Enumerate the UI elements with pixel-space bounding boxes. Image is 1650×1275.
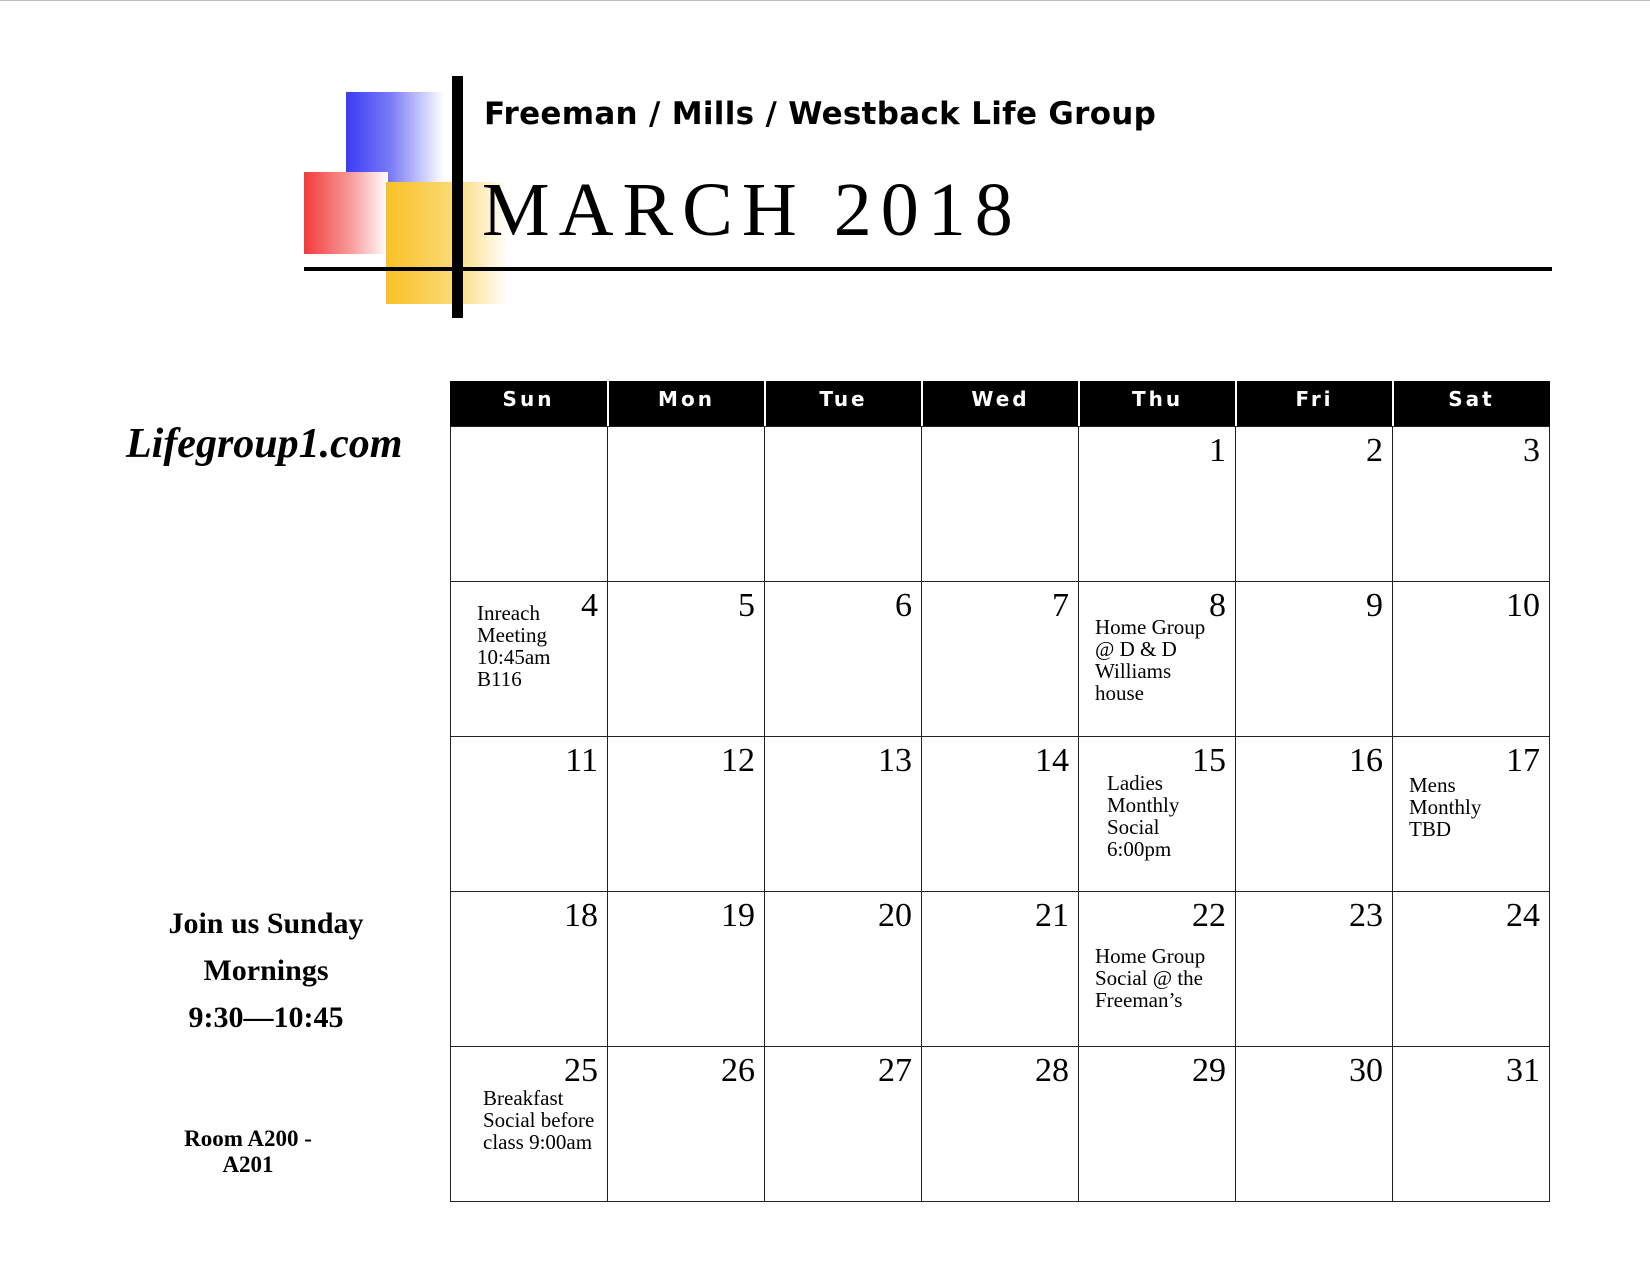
day-number: 23 [1349,897,1383,934]
day-number: 17 [1506,742,1540,779]
day-number: 11 [565,742,598,779]
calendar-day-cell [922,892,1079,1047]
vertical-rule [452,76,463,318]
calendar-day-cell [1393,737,1550,892]
weekday-header: Fri [1235,381,1392,426]
calendar-day-cell [765,737,922,892]
calendar-day-cell [1079,737,1236,892]
event-text: Inreach Meeting 10:45am B116 [477,601,551,691]
day-number: 8 [1209,587,1226,624]
calendar [450,381,1550,1201]
calendar-day-cell [451,582,608,737]
day-number: 6 [895,587,912,624]
day-number: 9 [1366,587,1383,624]
room-block [168,1126,328,1178]
event-text: Ladies Monthly Social 6:00pm [1107,771,1180,861]
day-number: 24 [1506,897,1540,934]
calendar-day-cell [1236,582,1393,737]
day-number: 15 [1192,742,1226,779]
red-square-decoration [304,172,388,254]
day-number: 26 [721,1052,755,1089]
calendar-day-cell [608,427,765,582]
day-number: 31 [1506,1052,1540,1089]
calendar-day-cell [1236,892,1393,1047]
calendar-day-cell [1079,1047,1236,1202]
calendar-day-cell [765,582,922,737]
day-number: 20 [878,897,912,934]
top-border-line [0,0,1650,1]
day-number: 3 [1523,432,1540,469]
day-number: 14 [1035,742,1069,779]
group-name-heading: Freeman / Mills / Westback Life Group [484,96,1157,132]
day-number: 13 [878,742,912,779]
calendar-day-cell [1236,427,1393,582]
calendar-day-cell [1236,1047,1393,1202]
day-number: 12 [721,742,755,779]
calendar-day-cell [1236,737,1393,892]
event-text: Home Group Social @ the Freeman’s [1095,944,1206,1012]
month-title: MARCH 2018 [482,168,1022,252]
calendar-day-cell [608,1047,765,1202]
calendar-day-cell [922,737,1079,892]
calendar-day-cell [451,737,608,892]
calendar-day-cell [1079,892,1236,1047]
weekday-header: Sun [502,387,555,411]
calendar-day-cell [922,1047,1079,1202]
calendar-day-cell [451,892,608,1047]
day-number: 21 [1035,897,1069,934]
join-us-block [146,900,386,1041]
day-number: 22 [1192,897,1226,934]
calendar-day-cell [608,582,765,737]
calendar-day-cell [1393,427,1550,582]
calendar-grid [450,426,1550,1202]
event-text: Mens Monthly TBD [1409,773,1482,841]
day-number: 5 [738,587,755,624]
calendar-day-cell [765,427,922,582]
calendar-day-cell [451,427,608,582]
day-number: 10 [1506,587,1540,624]
calendar-day-cell [608,892,765,1047]
website-text: Lifegroup1.com [126,421,403,467]
event-text: Breakfast Social before class 9:00am [483,1086,595,1154]
day-number: 1 [1209,432,1226,469]
day-number: 4 [581,587,598,624]
calendar-day-cell [608,737,765,892]
blue-square-decoration [346,92,444,184]
day-number: 29 [1192,1052,1226,1089]
join-line: Mornings [203,954,329,987]
day-number: 18 [564,897,598,934]
weekday-header: Wed [921,381,1078,426]
day-number: 7 [1052,587,1069,624]
room-line: A201 [222,1152,274,1177]
calendar-day-cell [451,1047,608,1202]
calendar-day-cell [765,892,922,1047]
weekday-header-row [450,381,1550,426]
day-number: 30 [1349,1052,1383,1089]
day-number: 2 [1366,432,1383,469]
day-number: 27 [878,1052,912,1089]
horizontal-rule [304,267,1552,271]
room-line: Room A200 - [184,1126,312,1151]
day-number: 25 [564,1052,598,1089]
day-number: 16 [1349,742,1383,779]
calendar-day-cell [1393,582,1550,737]
weekday-header: Tue [764,381,921,426]
day-number: 19 [721,897,755,934]
join-time: 9:30—10:45 [188,1001,344,1034]
calendar-day-cell [1393,1047,1550,1202]
event-text: Home Group @ D & D Williams house [1095,615,1206,705]
join-line: Join us Sunday [168,907,364,940]
calendar-day-cell [1393,892,1550,1047]
weekday-header: Mon [607,381,764,426]
weekday-header: Thu [1078,381,1235,426]
calendar-day-cell [1079,582,1236,737]
weekday-header: Sat [1392,381,1549,426]
calendar-day-cell [1079,427,1236,582]
day-number: 28 [1035,1052,1069,1089]
calendar-day-cell [922,582,1079,737]
calendar-day-cell [765,1047,922,1202]
calendar-day-cell [922,427,1079,582]
